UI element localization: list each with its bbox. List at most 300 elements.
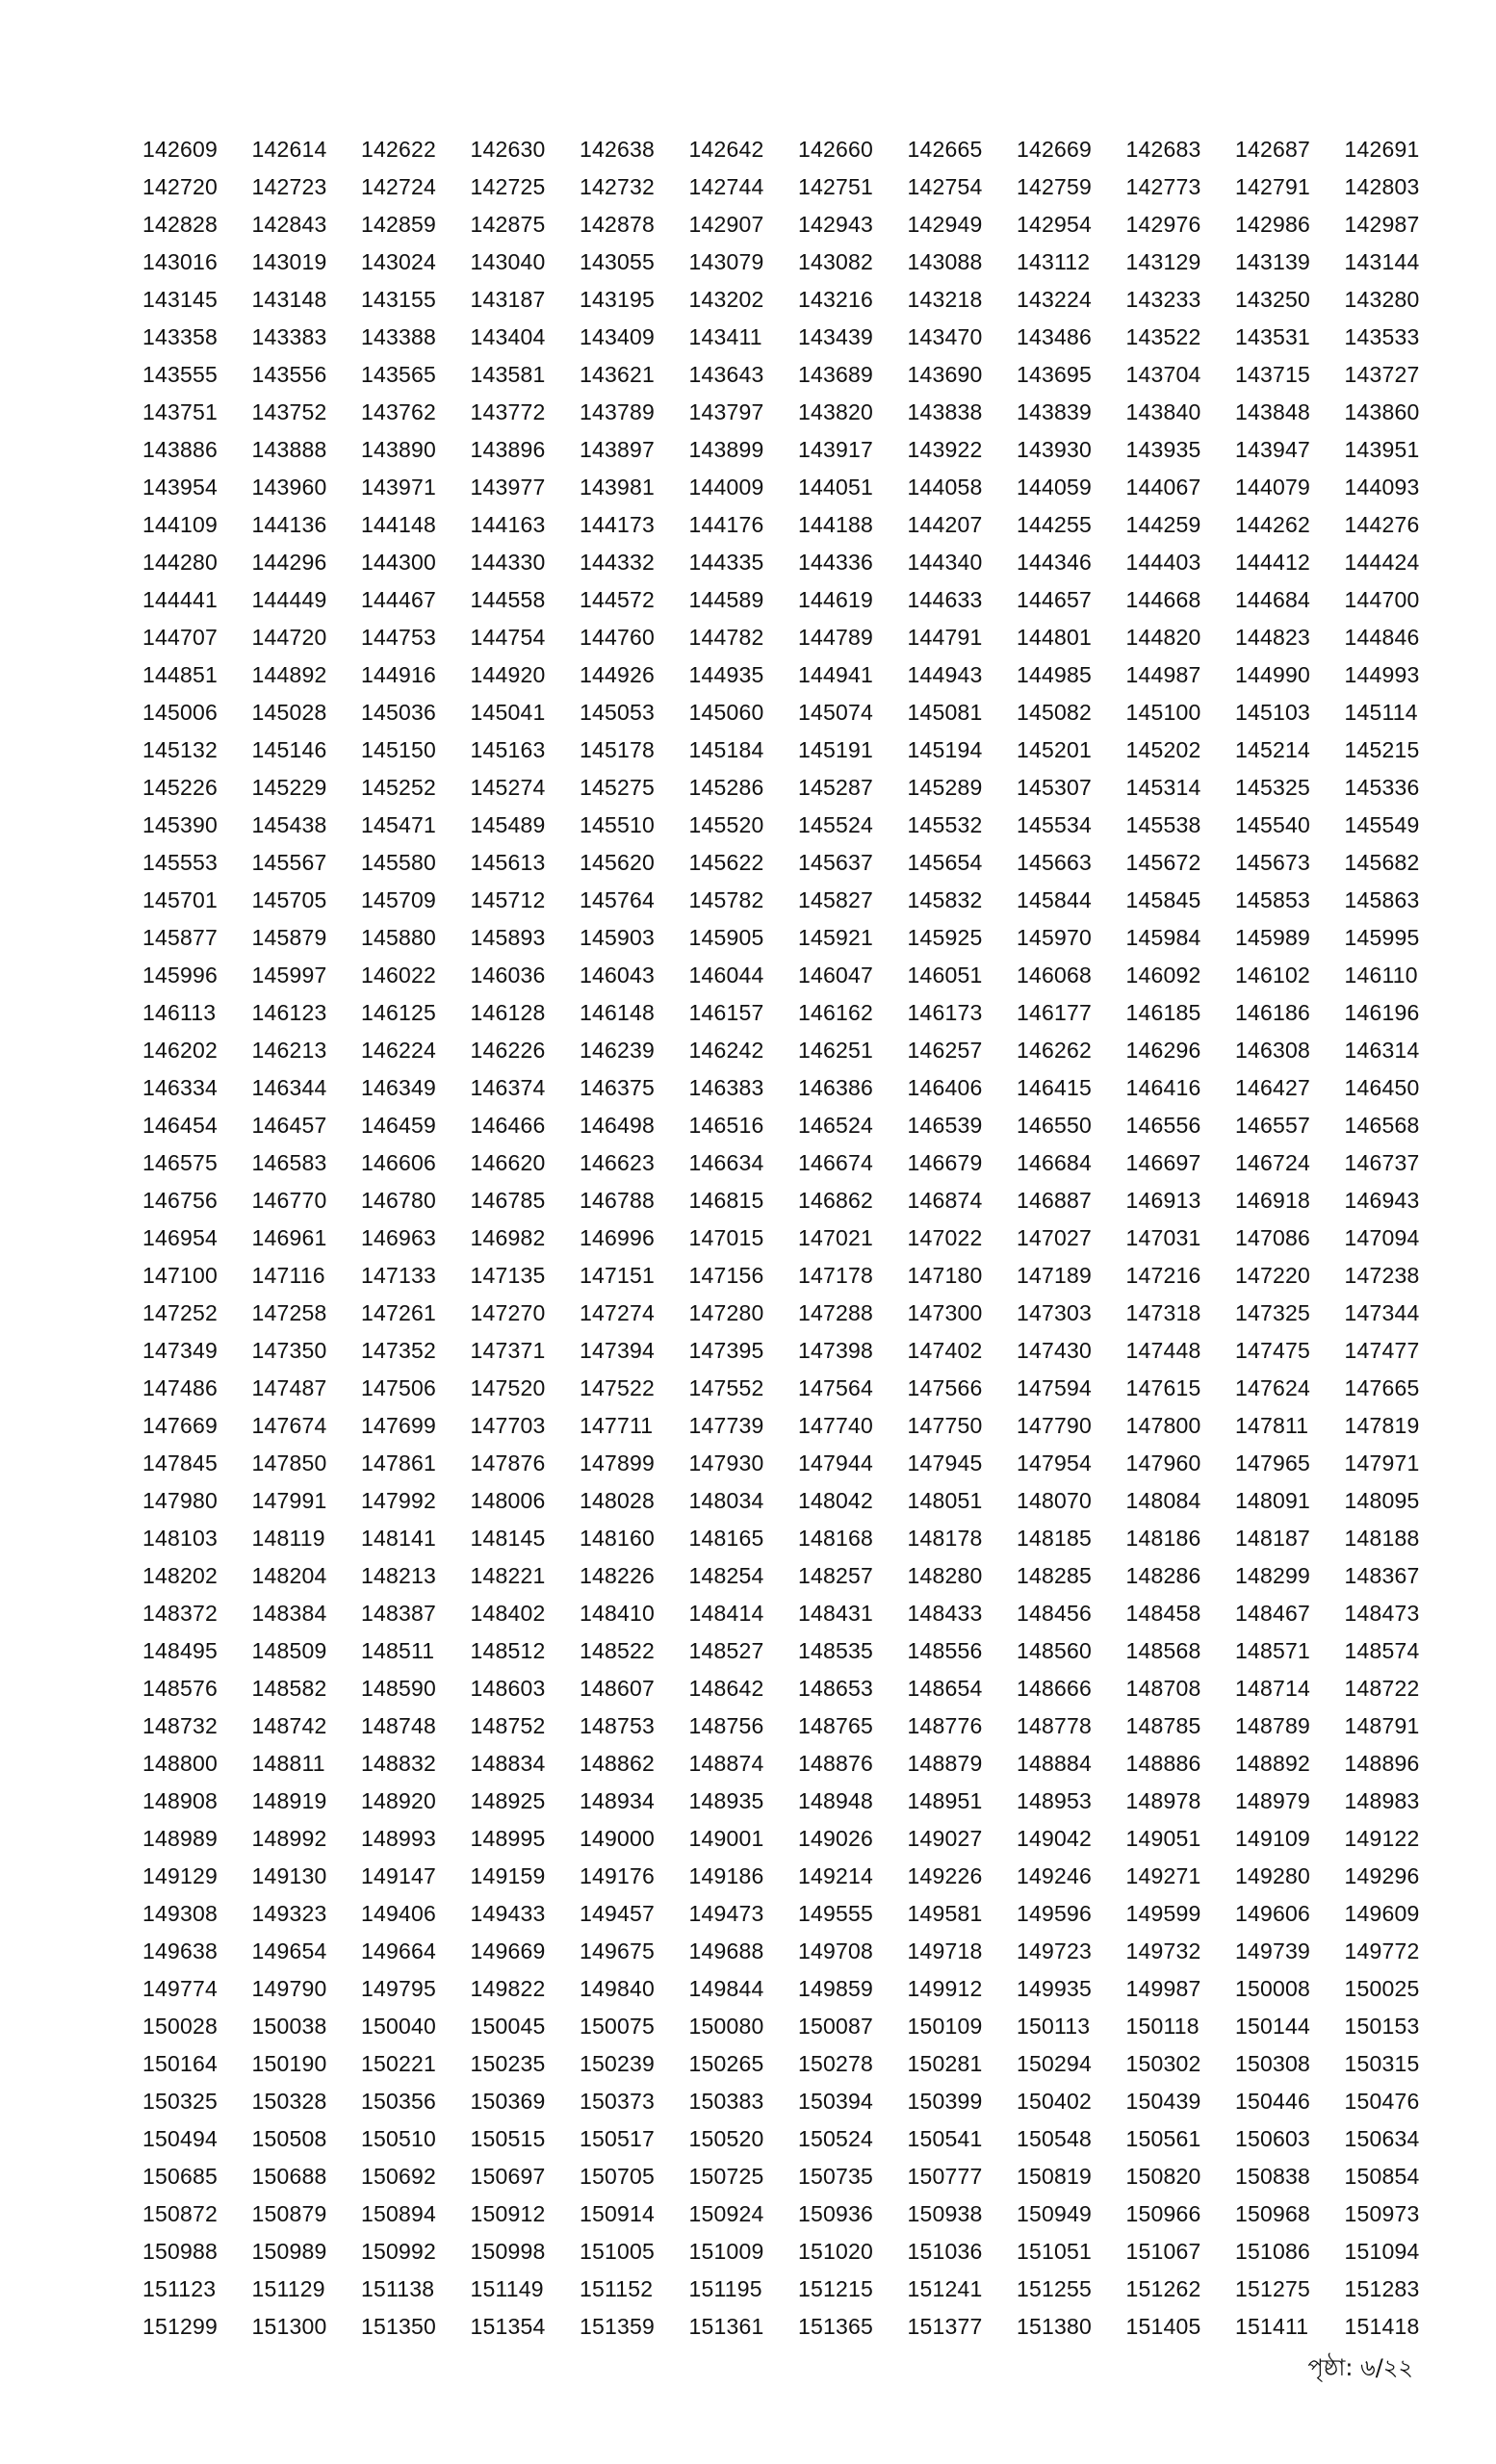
roll-number: 150075 [580, 2014, 655, 2039]
roll-number: 144059 [1017, 475, 1092, 500]
roll-number: 144412 [1235, 550, 1310, 575]
roll-number: 149473 [688, 1901, 764, 1926]
table-row [142, 469, 1432, 506]
roll-number: 148753 [580, 1713, 655, 1738]
roll-number: 148410 [580, 1601, 655, 1626]
roll-number: 145877 [142, 925, 218, 950]
roll-number: 148920 [361, 1788, 436, 1813]
roll-number: 149042 [1017, 1826, 1092, 1851]
roll-number: 143888 [251, 437, 327, 462]
roll-number: 145996 [142, 962, 218, 988]
roll-number: 148995 [470, 1826, 546, 1851]
roll-number: 142638 [580, 137, 655, 162]
roll-number: 151036 [907, 2239, 983, 2264]
roll-number: 147258 [251, 1300, 327, 1325]
roll-number: 148226 [580, 1563, 655, 1588]
roll-number: 147398 [798, 1338, 873, 1363]
roll-number: 145150 [361, 737, 436, 762]
roll-number: 148165 [688, 1526, 764, 1551]
roll-number: 148791 [1344, 1713, 1420, 1738]
roll-number: 148402 [470, 1601, 546, 1626]
roll-number: 146954 [142, 1225, 218, 1250]
roll-number: 146148 [580, 1000, 655, 1025]
roll-number: 148776 [907, 1713, 983, 1738]
roll-number: 148925 [470, 1788, 546, 1813]
roll-number: 143404 [470, 324, 546, 349]
table-row [142, 919, 1432, 957]
roll-number: 146539 [907, 1113, 983, 1138]
roll-number: 149271 [1125, 1863, 1201, 1888]
roll-number: 146185 [1125, 1000, 1201, 1025]
roll-number: 144572 [580, 587, 655, 612]
roll-number: 150087 [798, 2014, 873, 2039]
roll-number: 148168 [798, 1526, 873, 1551]
roll-number: 145114 [1344, 700, 1418, 725]
roll-number: 145549 [1344, 812, 1420, 837]
roll-number: 143155 [361, 287, 436, 312]
roll-number: 149664 [361, 1938, 436, 1964]
roll-number: 147274 [580, 1300, 655, 1325]
roll-number: 143218 [907, 287, 983, 312]
roll-number: 145053 [580, 700, 655, 725]
roll-number: 147811 [1235, 1413, 1309, 1438]
roll-number: 150561 [1125, 2126, 1201, 2151]
roll-number: 147100 [142, 1263, 218, 1288]
roll-number: 146047 [798, 962, 873, 988]
roll-number: 150190 [251, 2051, 327, 2076]
roll-number: 144332 [580, 550, 655, 575]
roll-number: 146092 [1125, 962, 1201, 988]
roll-number: 147022 [907, 1225, 983, 1250]
roll-number: 144558 [470, 587, 546, 612]
roll-number: 151262 [1125, 2276, 1201, 2301]
roll-number: 148285 [1017, 1563, 1092, 1588]
roll-number: 147031 [1125, 1225, 1201, 1250]
roll-number: 143250 [1235, 287, 1310, 312]
roll-number: 145764 [580, 887, 655, 912]
roll-number: 147021 [798, 1225, 873, 1250]
roll-number: 146383 [688, 1075, 764, 1100]
roll-number: 143439 [798, 324, 873, 349]
roll-number: 144207 [907, 512, 983, 537]
roll-number: 145103 [1235, 700, 1310, 725]
roll-number: 146043 [580, 962, 655, 988]
roll-number: 150278 [798, 2051, 873, 2076]
roll-number: 148785 [1125, 1713, 1201, 1738]
roll-number: 145827 [798, 887, 873, 912]
roll-number: 146416 [1125, 1075, 1201, 1100]
roll-number: 142987 [1344, 212, 1420, 237]
roll-number: 143411 [688, 324, 762, 349]
roll-number: 146620 [470, 1150, 546, 1175]
roll-number: 144136 [251, 512, 327, 537]
roll-number: 149226 [907, 1863, 983, 1888]
table-row [142, 356, 1432, 394]
roll-number: 142665 [907, 137, 983, 162]
roll-number: 142660 [798, 137, 873, 162]
roll-number: 150394 [798, 2089, 873, 2114]
roll-number: 149772 [1344, 1938, 1420, 1964]
roll-number: 143145 [142, 287, 218, 312]
roll-number: 150028 [142, 2014, 218, 2039]
roll-number: 146173 [907, 1000, 983, 1025]
roll-number: 145613 [470, 850, 546, 875]
roll-number: 148993 [361, 1826, 436, 1851]
roll-number: 148582 [251, 1676, 327, 1701]
roll-number: 145229 [251, 775, 327, 800]
roll-number: 147669 [142, 1413, 218, 1438]
roll-number: 148185 [1017, 1526, 1092, 1551]
roll-number: 144920 [470, 662, 546, 687]
table-row [142, 769, 1432, 807]
roll-number: 150038 [251, 2014, 327, 2039]
table-row [142, 1482, 1432, 1520]
table-row [142, 2195, 1432, 2233]
roll-number: 150402 [1017, 2089, 1092, 2114]
roll-number: 147027 [1017, 1225, 1092, 1250]
roll-number: 150510 [361, 2126, 436, 2151]
roll-number: 145984 [1125, 925, 1201, 950]
roll-number: 148576 [142, 1676, 218, 1701]
roll-number: 149457 [580, 1901, 655, 1926]
roll-number: 148257 [798, 1563, 873, 1588]
roll-number: 146996 [580, 1225, 655, 1250]
roll-number: 148221 [470, 1563, 546, 1588]
roll-number: 144330 [470, 550, 546, 575]
roll-number: 144993 [1344, 662, 1420, 687]
roll-number: 149296 [1344, 1863, 1420, 1888]
table-row [142, 1895, 1432, 1933]
roll-number: 145028 [251, 700, 327, 725]
roll-number: 148084 [1125, 1488, 1201, 1513]
roll-number: 148431 [798, 1601, 873, 1626]
roll-number: 150735 [798, 2164, 873, 2189]
roll-number: 145553 [142, 850, 218, 875]
roll-number: 145637 [798, 850, 873, 875]
roll-number: 143016 [142, 249, 218, 274]
roll-number: 148953 [1017, 1788, 1092, 1813]
roll-number: 148473 [1344, 1601, 1420, 1626]
roll-number: 147522 [580, 1375, 655, 1400]
roll-number: 142669 [1017, 137, 1092, 162]
table-row [142, 1933, 1432, 1970]
roll-number: 148935 [688, 1788, 764, 1813]
roll-number: 150725 [688, 2164, 764, 2189]
roll-number: 145654 [907, 850, 983, 875]
roll-number: 147520 [470, 1375, 546, 1400]
roll-number: 148006 [470, 1488, 546, 1513]
roll-number: 147318 [1125, 1300, 1201, 1325]
roll-number: 146770 [251, 1188, 327, 1213]
roll-number: 147352 [361, 1338, 436, 1363]
roll-number: 148642 [688, 1676, 764, 1701]
roll-number: 143224 [1017, 287, 1092, 312]
roll-number: 148778 [1017, 1713, 1092, 1738]
roll-number: 142725 [470, 174, 546, 199]
table-row [142, 544, 1432, 581]
roll-number: 150476 [1344, 2089, 1420, 2114]
roll-number: 151255 [1017, 2276, 1092, 2301]
roll-number: 149859 [798, 1976, 873, 2001]
roll-number: 142744 [688, 174, 764, 199]
roll-number: 150325 [142, 2089, 218, 2114]
roll-number: 150968 [1235, 2201, 1310, 2226]
roll-number: 149001 [688, 1826, 764, 1851]
roll-number: 146737 [1344, 1150, 1420, 1175]
roll-number: 147216 [1125, 1263, 1201, 1288]
roll-number: 150603 [1235, 2126, 1310, 2151]
roll-number: 150820 [1125, 2164, 1201, 2189]
roll-number: 147944 [798, 1450, 873, 1476]
roll-number: 149654 [251, 1938, 327, 1964]
roll-number: 146334 [142, 1075, 218, 1100]
roll-number: 147566 [907, 1375, 983, 1400]
page-number: পৃষ্ঠা: ৬/২২ [1307, 2354, 1413, 2381]
roll-number: 149555 [798, 1901, 873, 1926]
roll-number: 148535 [798, 1638, 873, 1663]
roll-number: 145100 [1125, 700, 1201, 725]
roll-number: 149027 [907, 1826, 983, 1851]
roll-number: 149026 [798, 1826, 873, 1851]
roll-number: 143555 [142, 362, 218, 387]
roll-number: 143055 [580, 249, 655, 274]
roll-number: 145925 [907, 925, 983, 950]
roll-number: 147448 [1125, 1338, 1201, 1363]
roll-number: 143581 [470, 362, 546, 387]
roll-number: 148522 [580, 1638, 655, 1663]
roll-number: 142875 [470, 212, 546, 237]
roll-number: 143533 [1344, 324, 1420, 349]
roll-number: 145880 [361, 925, 436, 950]
roll-number: 145905 [688, 925, 764, 950]
roll-number: 146242 [688, 1038, 764, 1063]
roll-number: 147861 [361, 1450, 436, 1476]
roll-number: 151418 [1344, 2314, 1420, 2339]
roll-number: 145540 [1235, 812, 1310, 837]
roll-number: 144782 [688, 625, 764, 650]
roll-number: 147486 [142, 1375, 218, 1400]
roll-number: 147094 [1344, 1225, 1420, 1250]
roll-number: 151067 [1125, 2239, 1201, 2264]
roll-number: 143088 [907, 249, 983, 274]
roll-number: 149246 [1017, 1863, 1092, 1888]
roll-number: 144684 [1235, 587, 1310, 612]
roll-number: 148603 [470, 1676, 546, 1701]
roll-number: 150302 [1125, 2051, 1201, 2076]
roll-number: 148752 [470, 1713, 546, 1738]
roll-number: 143704 [1125, 362, 1201, 387]
roll-number: 143019 [251, 249, 327, 274]
roll-number: 148560 [1017, 1638, 1092, 1663]
roll-number: 148186 [1125, 1526, 1201, 1551]
roll-number: 150494 [142, 2126, 218, 2151]
roll-number: 145286 [688, 775, 764, 800]
roll-number: 143129 [1125, 249, 1201, 274]
roll-number: 147703 [470, 1413, 546, 1438]
roll-number: 146459 [361, 1113, 436, 1138]
table-row [142, 131, 1432, 168]
roll-number: 144296 [251, 550, 327, 575]
roll-number: 148414 [688, 1601, 764, 1626]
roll-number: 149844 [688, 1976, 764, 2001]
roll-number: 143860 [1344, 399, 1420, 424]
roll-number: 144467 [361, 587, 436, 612]
roll-number: 151138 [361, 2276, 435, 2301]
roll-number: 150777 [907, 2164, 983, 2189]
roll-number: 144987 [1125, 662, 1201, 687]
roll-number: 145287 [798, 775, 873, 800]
roll-number: 150025 [1344, 1976, 1420, 2001]
roll-number: 150294 [1017, 2051, 1092, 2076]
roll-number: 148467 [1235, 1601, 1310, 1626]
roll-number: 151405 [1125, 2314, 1201, 2339]
roll-number: 144262 [1235, 512, 1310, 537]
table-row [142, 1295, 1432, 1332]
roll-number: 149718 [907, 1938, 983, 1964]
roll-number: 142751 [798, 174, 873, 199]
roll-number: 148187 [1235, 1526, 1310, 1551]
roll-number: 143930 [1017, 437, 1092, 462]
roll-number: 150998 [470, 2239, 546, 2264]
roll-number: 145325 [1235, 775, 1310, 800]
roll-number: 146202 [142, 1038, 218, 1063]
roll-number: 148884 [1017, 1751, 1092, 1776]
table-row [142, 2271, 1432, 2308]
roll-number: 151365 [798, 2314, 873, 2339]
roll-number: 143040 [470, 249, 546, 274]
roll-number: 149840 [580, 1976, 655, 2001]
roll-number: 146308 [1235, 1038, 1310, 1063]
roll-number: 146110 [1344, 962, 1418, 988]
roll-number: 146918 [1235, 1188, 1310, 1213]
roll-number: 147750 [907, 1413, 983, 1438]
roll-number: 145471 [361, 812, 436, 837]
roll-number: 151195 [688, 2276, 762, 2301]
roll-number: 146125 [361, 1000, 436, 1025]
roll-number: 146196 [1344, 1000, 1420, 1025]
roll-number: 145532 [907, 812, 983, 837]
roll-number: 145673 [1235, 850, 1310, 875]
roll-number: 143981 [580, 475, 655, 500]
roll-number: 150109 [907, 2014, 983, 2039]
roll-number: 147303 [1017, 1300, 1092, 1325]
roll-number: 146157 [688, 1000, 764, 1025]
roll-number: 150446 [1235, 2089, 1310, 2114]
roll-number: 149000 [580, 1826, 655, 1851]
table-row [142, 1745, 1432, 1783]
roll-number: 142754 [907, 174, 983, 199]
roll-number: 148919 [251, 1788, 327, 1813]
roll-number: 142691 [1344, 137, 1420, 162]
roll-number: 146516 [688, 1113, 764, 1138]
roll-number: 150221 [361, 2051, 436, 2076]
roll-number: 148095 [1344, 1488, 1420, 1513]
roll-number: 143202 [688, 287, 764, 312]
roll-number: 142803 [1344, 174, 1420, 199]
roll-number: 146963 [361, 1225, 436, 1250]
roll-number: 148280 [907, 1563, 983, 1588]
table-row [142, 807, 1432, 844]
roll-number: 146756 [142, 1188, 218, 1213]
roll-number: 150838 [1235, 2164, 1310, 2189]
roll-number: 150439 [1125, 2089, 1201, 2114]
roll-number: 145580 [361, 850, 436, 875]
roll-number: 145893 [470, 925, 546, 950]
table-row [142, 1595, 1432, 1632]
table-row [142, 844, 1432, 882]
roll-number: 148834 [470, 1751, 546, 1776]
roll-number: 148732 [142, 1713, 218, 1738]
roll-number: 150080 [688, 2014, 764, 2039]
roll-number: 144851 [142, 662, 218, 687]
table-row [142, 619, 1432, 656]
roll-number: 146022 [361, 962, 436, 988]
table-row [142, 168, 1432, 206]
roll-number: 151299 [142, 2314, 218, 2339]
table-row [142, 2045, 1432, 2083]
roll-number: 145252 [361, 775, 436, 800]
roll-number: 148979 [1235, 1788, 1310, 1813]
roll-number: 145782 [688, 887, 764, 912]
roll-number: 150113 [1017, 2014, 1091, 2039]
roll-number: 147270 [470, 1300, 546, 1325]
table-row [142, 431, 1432, 469]
roll-number: 143148 [251, 287, 327, 312]
roll-number: 143621 [580, 362, 655, 387]
roll-number: 143840 [1125, 399, 1201, 424]
roll-number: 143690 [907, 362, 983, 387]
roll-number: 146128 [470, 1000, 546, 1025]
roll-number: 150992 [361, 2239, 436, 2264]
roll-number: 149669 [470, 1938, 546, 1964]
roll-number: 150973 [1344, 2201, 1420, 2226]
roll-number: 145672 [1125, 850, 1201, 875]
roll-number: 151411 [1235, 2314, 1309, 2339]
roll-number: 148714 [1235, 1676, 1310, 1701]
roll-number: 144657 [1017, 587, 1092, 612]
roll-number: 145534 [1017, 812, 1092, 837]
roll-number: 143565 [361, 362, 436, 387]
roll-number: 150697 [470, 2164, 546, 2189]
roll-number: 147116 [251, 1263, 325, 1288]
roll-number: 147189 [1017, 1263, 1092, 1288]
roll-number: 143752 [251, 399, 327, 424]
roll-number: 143971 [361, 475, 436, 500]
roll-number: 146874 [907, 1188, 983, 1213]
roll-number: 147288 [798, 1300, 873, 1325]
roll-number: 150705 [580, 2164, 655, 2189]
table-row [142, 1407, 1432, 1445]
roll-number: 145524 [798, 812, 873, 837]
roll-number: 146887 [1017, 1188, 1092, 1213]
roll-number: 145844 [1017, 887, 1092, 912]
roll-number: 150924 [688, 2201, 764, 2226]
roll-number: 149130 [251, 1863, 327, 1888]
roll-number: 149122 [1344, 1826, 1420, 1851]
roll-number: 151361 [688, 2314, 764, 2339]
roll-number: 144255 [1017, 512, 1092, 537]
roll-number: 145074 [798, 700, 873, 725]
roll-number: 148145 [470, 1526, 546, 1551]
roll-number: 147739 [688, 1413, 764, 1438]
table-row [142, 2083, 1432, 2120]
roll-number: 150517 [580, 2126, 655, 2151]
roll-number: 147740 [798, 1413, 873, 1438]
roll-number: 143762 [361, 399, 436, 424]
roll-number: 143531 [1235, 324, 1310, 349]
roll-number: 145336 [1344, 775, 1420, 800]
roll-number: 148556 [907, 1638, 983, 1663]
